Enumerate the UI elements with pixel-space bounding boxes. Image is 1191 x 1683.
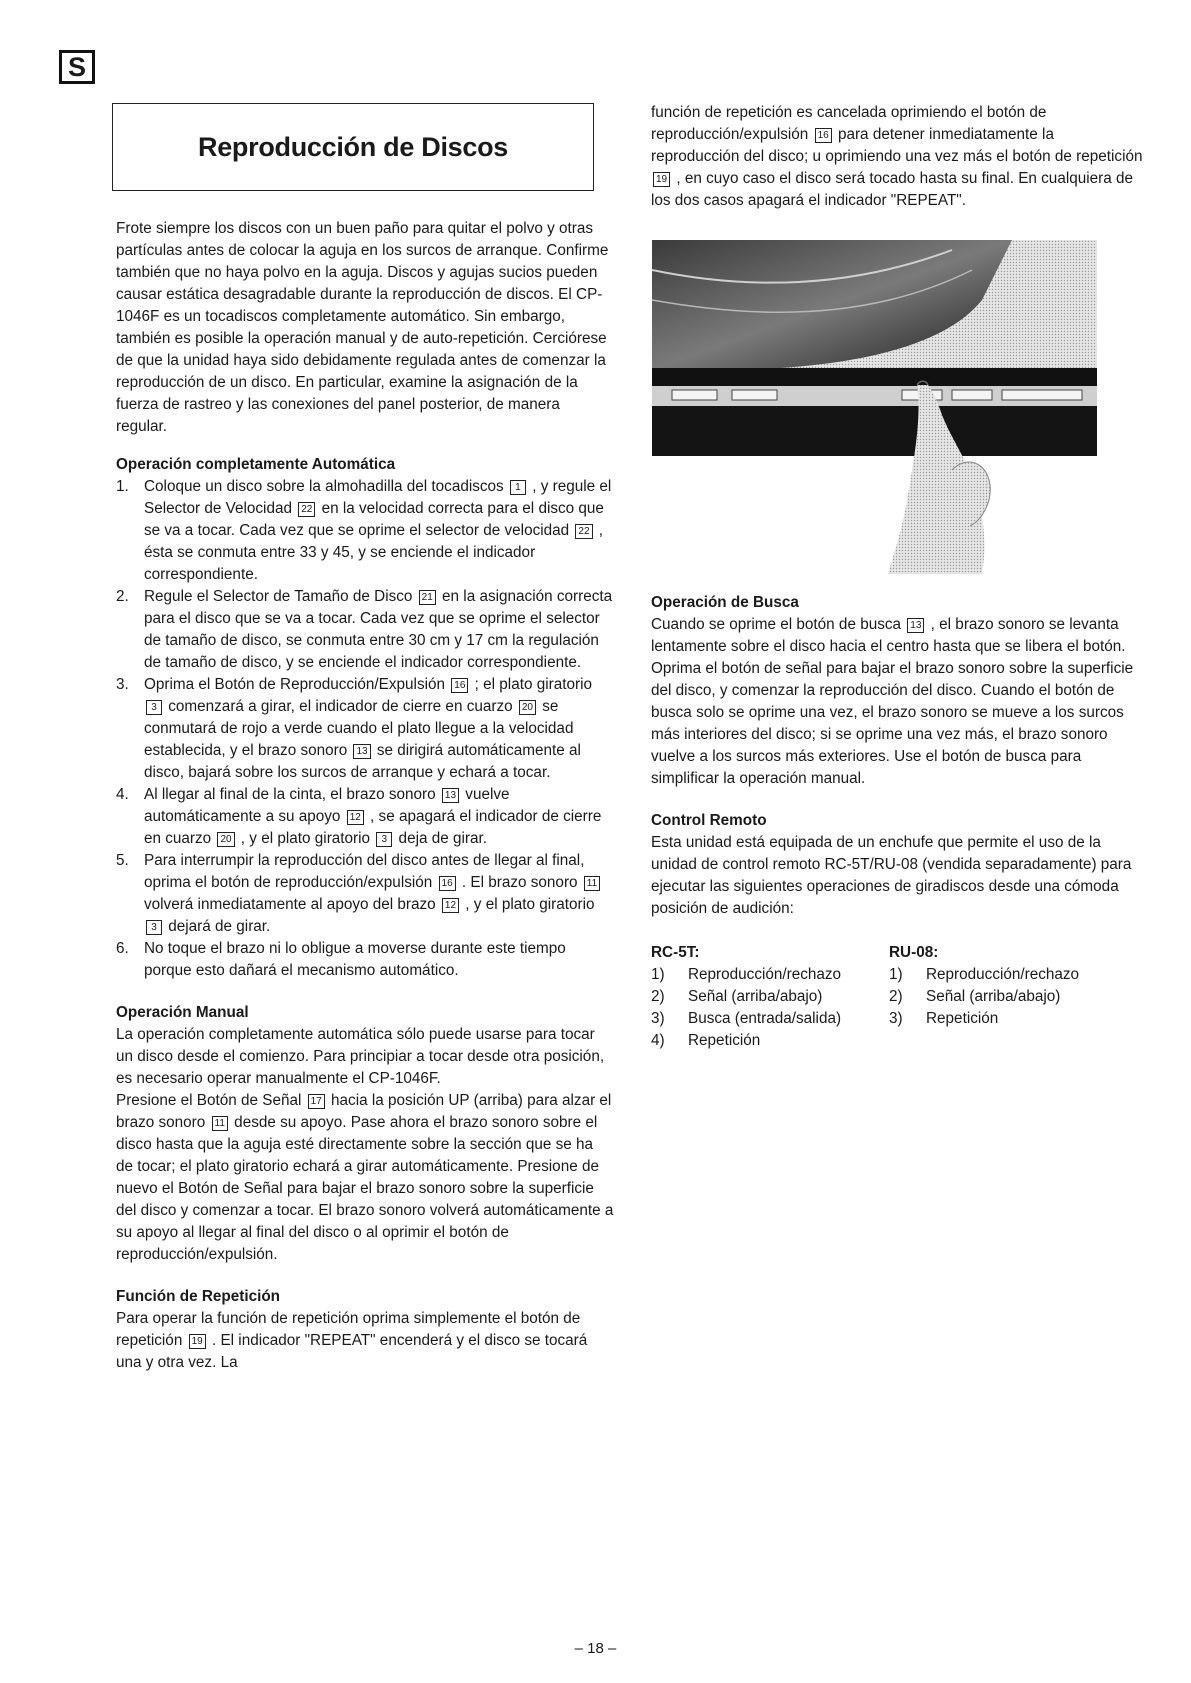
item-ref-number: 12	[442, 898, 459, 913]
remote-item-number: 4)	[651, 1032, 665, 1049]
remote-item-number: 3)	[651, 1010, 665, 1027]
item-ref-number: 3	[376, 832, 392, 847]
remote-item	[651, 1030, 889, 1052]
cue-paragraph: Cuando se oprime el botón de busca 13 , el brazo sonoro se levanta lentamente sobre el disco hacia el centro hasta que se libera el botón. Oprima el botón de señal para bajar el brazo sonoro sobre la superficie del disco, y comenzar la reproducción del disco. Cuando el botón de busca solo se oprime una vez, el brazo sonoro se mueve a los surcos más interiores del disco; si se oprime una vez más, el brazo sonoro vuelve a los surcos más exteriores. Use el botón de busca para simplificar la operación manual.	[651, 616, 1134, 787]
intro-paragraph: Frote siempre los discos con un buen paño para quitar el polvo y otras partículas antes de colocar la aguja en los surcos de arranque. Confirme también que no haya polvo en la aguja. Discos y agujas sucios pueden causar estática desagradable durante la reproducción de discos. El CP-1046F es un tocadiscos completamente automático. Sin embargo, también es posible la operación manual y de auto-repetición. Cerciórese de que la unidad haya sido debidamente regulada antes de comenzar la reproducción de un disco. En particular, examine la asignación de la fuerza de rastreo y las conexiones del panel posterior, de manera regular.	[116, 220, 609, 435]
item-ref-number: 20	[217, 832, 234, 847]
auto-step: 4. Al llegar al final de la cinta, el brazo sonoro 13 vuelve automáticamente a su apoyo 12 , se apagará el indicador de cierre en cuarzo 20 , y el plato giratorio 3 deja de girar.	[116, 786, 602, 847]
remote-item-number: 1)	[651, 966, 665, 983]
item-ref-number: 16	[451, 678, 468, 693]
item-ref-number: 16	[439, 876, 456, 891]
auto-heading: Operación completamente Automática	[116, 456, 396, 473]
item-ref-number: 19	[653, 172, 670, 187]
remote-item-text: Repetición	[688, 1032, 761, 1049]
ru08-list	[889, 964, 1127, 1030]
step-number: 2.	[116, 588, 129, 605]
item-ref-number: 12	[347, 810, 364, 825]
remote-item-number: 2)	[889, 988, 903, 1005]
remote-item-text: Reproducción/rechazo	[688, 966, 842, 983]
remote-item-number: 2)	[651, 988, 665, 1005]
remote-item	[651, 1008, 889, 1030]
page-title: Reproducción de Discos	[198, 131, 508, 162]
remote-item	[889, 964, 1127, 986]
item-ref-number: 11	[584, 876, 600, 891]
item-ref-number: 13	[353, 744, 370, 759]
item-ref-number: 20	[519, 700, 536, 715]
item-ref-number: 3	[146, 700, 162, 715]
item-ref-number: 17	[308, 1094, 325, 1109]
remote-item	[651, 964, 889, 986]
auto-step: 3. Oprima el Botón de Reproducción/Expulsión 16 ; el plato giratorio 3 comenzará a girar, el indicador de cierre en cuarzo 20 se conmutará de rojo a verde cuando el plato llegue a la velocidad establecida, y el brazo sonoro 13 se dirigirá automáticamente al disco, bajará sobre los surcos de arranque y echará a tocar.	[116, 676, 592, 781]
item-ref-number: 3	[146, 920, 162, 935]
item-ref-number: 13	[442, 788, 459, 803]
repeat-paragraph-continued: función de repetición es cancelada oprimiendo el botón de reproducción/expulsión 16 para detener inmediatamente la reproducción del disco; u oprimiendo una vez más el botón de repetición 19 , en cuyo caso el disco será tocado hasta su final. En cualquiera de los dos casos apagará el indicador "REPEAT".	[651, 104, 1143, 209]
remote-columns	[651, 942, 1143, 1052]
item-ref-number: 1	[510, 480, 526, 495]
auto-steps	[116, 476, 614, 982]
remote-item	[651, 986, 889, 1008]
repeat-heading: Función de Repetición	[116, 1288, 281, 1305]
remote-item-text: Busca (entrada/salida)	[688, 1010, 842, 1027]
rc5t-column	[651, 942, 889, 1052]
step-number: 5.	[116, 852, 129, 869]
manual-paragraph-2: Presione el Botón de Señal 17 hacia la posición UP (arriba) para alzar el brazo sonoro 11 desde su apoyo. Pase ahora el brazo sonoro sobre el disco hasta que la aguja esté directamente sobre la sección que se ha de tocar; el plato giratorio echará a girar automáticamente. Presione de nuevo el Botón de Señal para bajar el brazo sonoro sobre la superficie del disco y comenzar a tocar. El brazo sonoro volverá automáticamente a su apoyo al llegar al final del disco o al oprimir el botón de reproducción/expulsión.	[116, 1092, 614, 1263]
step-number: 3.	[116, 676, 129, 693]
step-number: 1.	[116, 478, 129, 495]
remote-item-number: 1)	[889, 966, 903, 983]
repeat-paragraph: Para operar la función de repetición oprima simplemente el botón de repetición 19 . El indicador "REPEAT" encenderá y el disco se tocará una y otra vez. La	[116, 1310, 588, 1371]
auto-step: 6. No toque el brazo ni lo obligue a moverse durante este tiempo porque esto dañará el mecanismo automático.	[116, 940, 566, 979]
cue-heading: Operación de Busca	[651, 594, 799, 611]
turntable-photo-svg	[652, 240, 1097, 574]
auto-step: 1. Coloque un disco sobre la almohadilla del tocadiscos 1 , y regule el Selector de Velocidad 22 en la velocidad correcta para el disco que se va a tocar. Cada vez que se oprime el selector de velocidad 22 , ésta se conmuta entre 33 y 45, y se enciende el indicador correspondiente.	[116, 478, 612, 583]
title-box	[112, 103, 594, 191]
language-badge: S	[59, 50, 95, 84]
remote-heading: Control Remoto	[651, 812, 767, 829]
item-ref-number: 16	[815, 128, 832, 143]
page-number: – 18 –	[574, 1640, 617, 1657]
manual-paragraph-1: La operación completamente automática sólo puede usarse para tocar un disco desde el comienzo. Para principiar a tocar desde otra posición, es necesario operar manualmente el CP-1046F.	[116, 1026, 605, 1087]
step-number: 6.	[116, 940, 129, 957]
auto-step: 2. Regule el Selector de Tamaño de Disco 21 en la asignación correcta para el disco que se va a tocar. Cada vez que se oprime el selector de tamaño de disco, se conmuta entre 30 cm y 17 cm la regulación de tamaño de disco, y se enciende el indicador correspondiente.	[116, 588, 613, 671]
ru08-column	[889, 942, 1127, 1052]
right-column	[651, 102, 1143, 1052]
item-ref-number: 13	[907, 618, 924, 633]
item-ref-number: 22	[298, 502, 315, 517]
remote-item-text: Reproducción/rechazo	[926, 966, 1080, 983]
item-ref-number: 21	[419, 590, 436, 605]
remote-item-text: Señal (arriba/abajo)	[926, 988, 1061, 1005]
remote-item	[889, 986, 1127, 1008]
remote-item-text: Señal (arriba/abajo)	[688, 988, 823, 1005]
remote-item-text: Repetición	[926, 1010, 999, 1027]
auto-step: 5. Para interrumpir la reproducción del disco antes de llegar al final, oprima el botón de reproducción/expulsión 16 . El brazo sonoro 11 volverá inmediatamente al apoyo del brazo 12 , y el plato giratorio 3 dejará de girar.	[116, 850, 614, 938]
item-ref-number: 11	[212, 1116, 228, 1131]
rc5t-label: RC-5T:	[651, 944, 700, 961]
turntable-photo	[652, 240, 1097, 574]
left-column	[116, 218, 614, 1374]
item-ref-number: 19	[189, 1334, 206, 1349]
remote-paragraph: Esta unidad está equipada de un enchufe que permite el uso de la unidad de control remoto RC-5T/RU-08 (vendida separadamente) para ejecutar las siguientes operaciones de giradiscos desde una cómoda posición de audición:	[651, 834, 1132, 917]
remote-item	[889, 1008, 1127, 1030]
ru08-label: RU-08:	[889, 944, 939, 961]
remote-item-number: 3)	[889, 1010, 903, 1027]
step-number: 4.	[116, 786, 129, 803]
item-ref-number: 22	[575, 524, 592, 539]
rc5t-list	[651, 964, 889, 1052]
manual-heading: Operación Manual	[116, 1004, 249, 1021]
